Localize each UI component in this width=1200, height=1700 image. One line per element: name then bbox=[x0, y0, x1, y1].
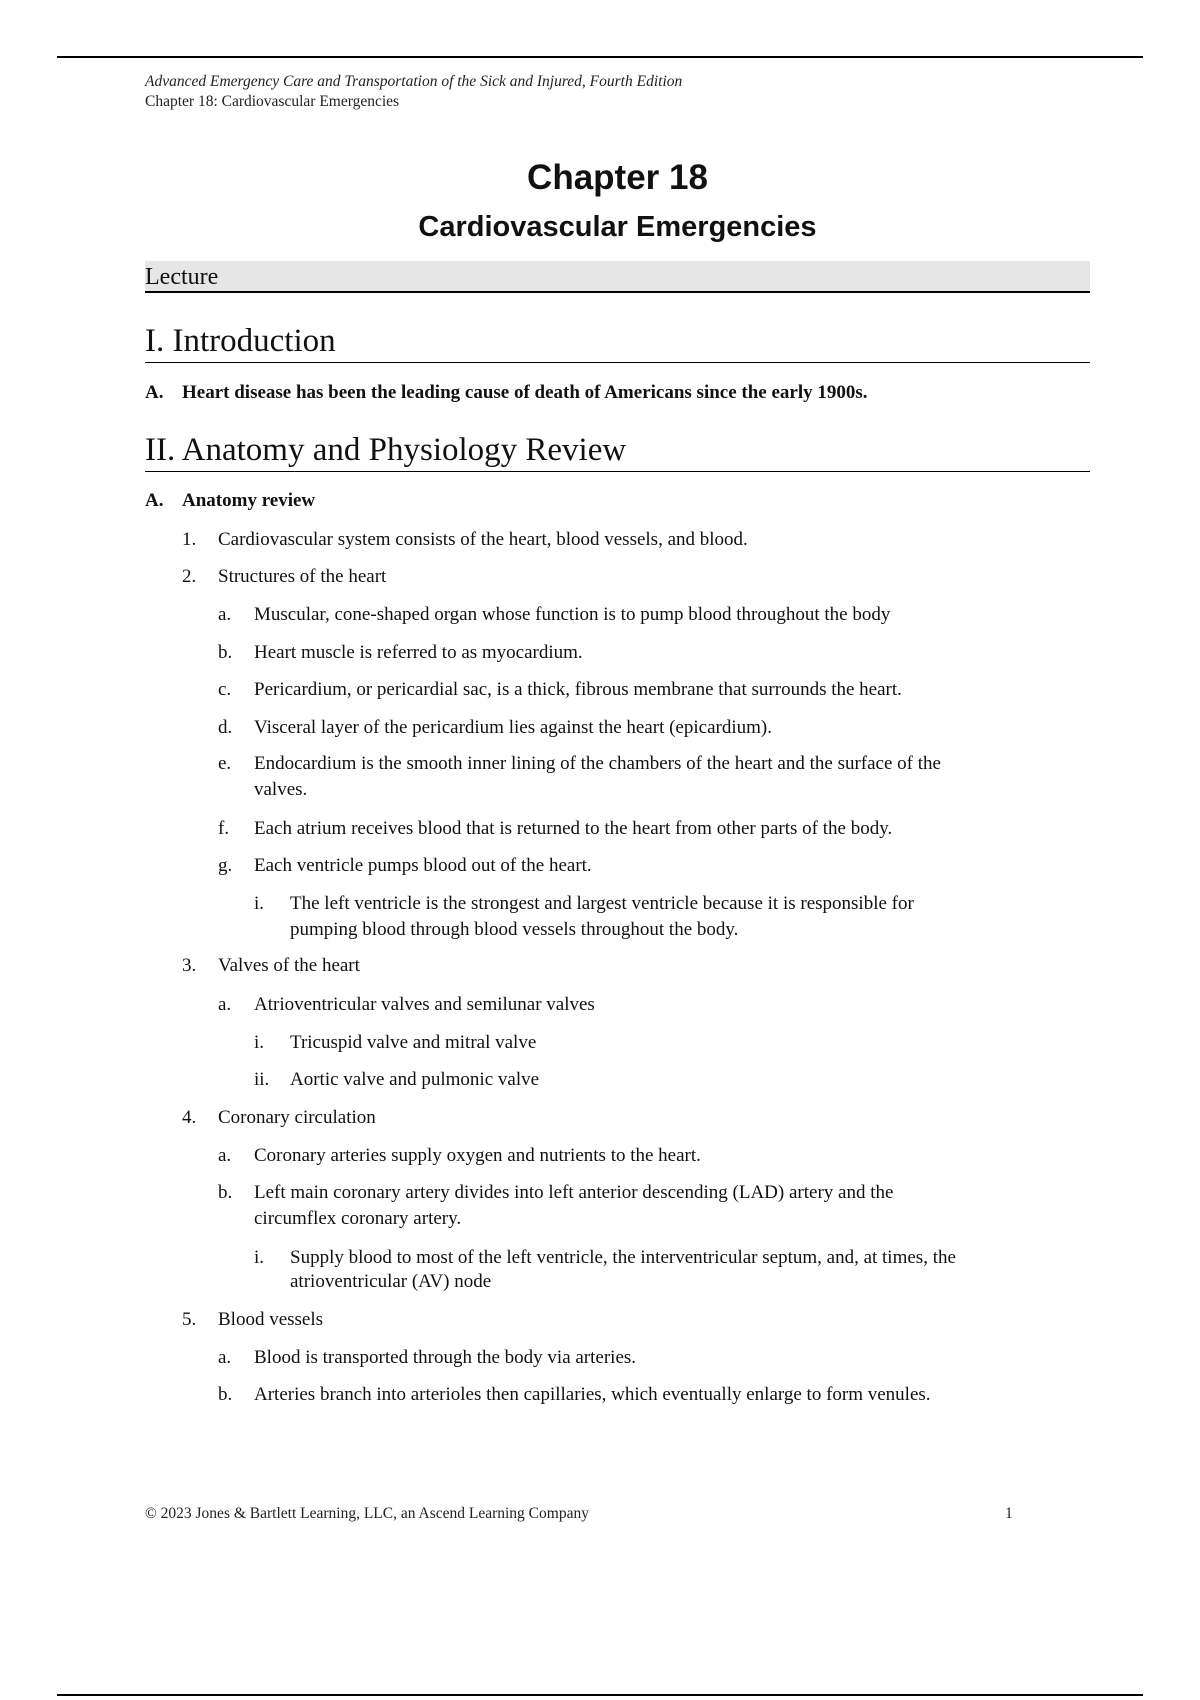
list-text: Atrioventricular valves and semilunar valves bbox=[254, 994, 595, 1015]
footer-copyright: © 2023 Jones & Bartlett Learning, LLC, an Ascend Learning Company bbox=[145, 1505, 589, 1522]
bottom-rule bbox=[57, 1694, 1143, 1696]
book-title: Advanced Emergency Care and Transportation of the Sick and Injured, Fourth Edition bbox=[145, 73, 683, 90]
list-marker: a. bbox=[218, 604, 232, 625]
list-text: Left main coronary artery divides into left anterior descending (LAD) artery and the bbox=[254, 1182, 894, 1203]
list-text: atrioventricular (AV) node bbox=[290, 1271, 492, 1292]
list-marker: a. bbox=[218, 1145, 232, 1166]
lecture-label: Lecture bbox=[145, 261, 1090, 293]
list-text: valves. bbox=[254, 779, 308, 800]
top-rule bbox=[57, 56, 1143, 58]
list-marker: i. bbox=[254, 1032, 265, 1053]
chapter-title: Chapter 18 bbox=[527, 158, 708, 197]
list-text: Aortic valve and pulmonic valve bbox=[290, 1069, 540, 1090]
list-marker: b. bbox=[218, 642, 233, 663]
list-marker: A. bbox=[145, 490, 164, 511]
chapter-subtitle: Cardiovascular Emergencies bbox=[418, 211, 817, 243]
list-text: Visceral layer of the pericardium lies against the heart (epicardium). bbox=[254, 717, 772, 738]
list-marker: 4. bbox=[182, 1107, 197, 1128]
list-text: Structures of the heart bbox=[218, 566, 387, 587]
page-number: 1 bbox=[1005, 1505, 1013, 1522]
list-marker: c. bbox=[218, 679, 232, 700]
list-text: Each ventricle pumps blood out of the heart. bbox=[254, 855, 592, 876]
list-marker: i. bbox=[254, 893, 265, 914]
list-marker: g. bbox=[218, 855, 233, 876]
list-marker: e. bbox=[218, 753, 232, 774]
list-text: Heart disease has been the leading cause of death of Americans since the early 1900s. bbox=[182, 382, 868, 403]
chapter-line: Chapter 18: Cardiovascular Emergencies bbox=[145, 93, 400, 110]
list-marker: 5. bbox=[182, 1309, 197, 1330]
list-marker: f. bbox=[218, 818, 230, 839]
list-text: Coronary arteries supply oxygen and nutrients to the heart. bbox=[254, 1145, 701, 1166]
list-text: Valves of the heart bbox=[218, 955, 360, 976]
list-text: Blood vessels bbox=[218, 1309, 324, 1330]
list-marker: 2. bbox=[182, 566, 197, 587]
list-marker: d. bbox=[218, 717, 233, 738]
list-text: Arteries branch into arterioles then capillaries, which eventually enlarge to form venules. bbox=[254, 1384, 931, 1405]
list-text: The left ventricle is the strongest and largest ventricle because it is responsible for bbox=[290, 893, 914, 914]
list-text: Heart muscle is referred to as myocardium. bbox=[254, 642, 583, 663]
list-text: Supply blood to most of the left ventricle, the interventricular septum, and, at times, the bbox=[290, 1247, 956, 1268]
list-marker: A. bbox=[145, 382, 164, 403]
list-text: Pericardium, or pericardial sac, is a thick, fibrous membrane that surrounds the heart. bbox=[254, 679, 902, 700]
section-heading-anatomy: II. Anatomy and Physiology Review bbox=[145, 429, 1090, 472]
list-marker: b. bbox=[218, 1182, 233, 1203]
list-text: Muscular, cone-shaped organ whose function is to pump blood throughout the body bbox=[254, 604, 891, 625]
list-text: circumflex coronary artery. bbox=[254, 1208, 462, 1229]
list-marker: 3. bbox=[182, 955, 197, 976]
list-marker: i. bbox=[254, 1247, 265, 1268]
list-text: Tricuspid valve and mitral valve bbox=[290, 1032, 537, 1053]
list-text: pumping blood through blood vessels throughout the body. bbox=[290, 919, 739, 940]
list-text: Endocardium is the smooth inner lining of the chambers of the heart and the surface of the bbox=[254, 753, 941, 774]
list-marker: ii. bbox=[254, 1069, 270, 1090]
list-marker: 1. bbox=[182, 529, 197, 550]
running-header bbox=[145, 72, 682, 112]
list-text: Coronary circulation bbox=[218, 1107, 376, 1128]
list-text: Cardiovascular system consists of the heart, blood vessels, and blood. bbox=[218, 529, 748, 550]
list-marker: b. bbox=[218, 1384, 233, 1405]
list-text: Anatomy review bbox=[182, 490, 316, 511]
section-heading-introduction: I. Introduction bbox=[145, 320, 1090, 363]
list-marker: a. bbox=[218, 1347, 232, 1368]
list-text: Each atrium receives blood that is returned to the heart from other parts of the body. bbox=[254, 818, 893, 839]
list-marker: a. bbox=[218, 994, 232, 1015]
list-text: Blood is transported through the body via arteries. bbox=[254, 1347, 637, 1368]
